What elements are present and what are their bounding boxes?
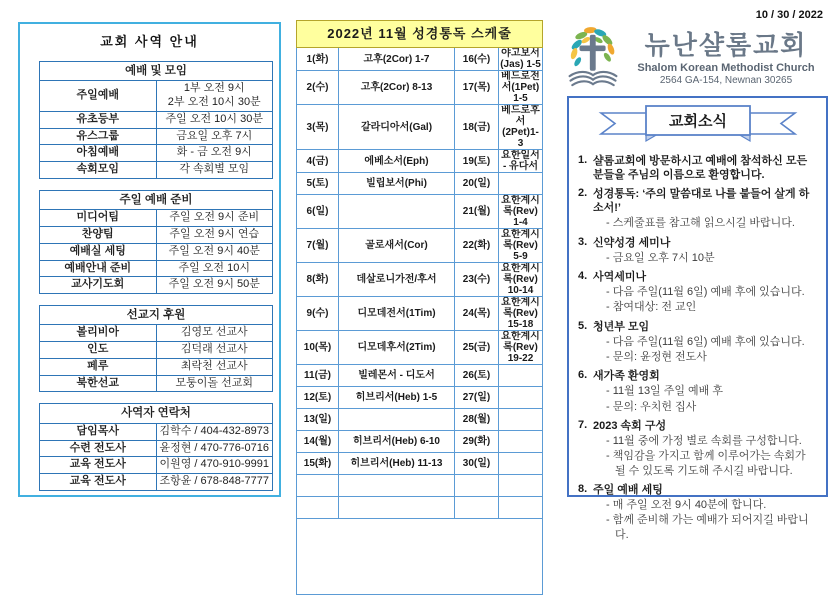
schedule-row: [297, 453, 543, 475]
church-news-panel: [567, 96, 828, 541]
news-ribbon-banner: [598, 103, 798, 150]
schedule-passage-cell: 빌립보서(Phi): [339, 173, 455, 195]
row-value: 주일 오전 10시: [156, 260, 273, 277]
row-value: 주일 오전 9시 40분: [156, 243, 273, 260]
table-header: 주일 예배 준비: [40, 190, 273, 209]
schedule-row: [297, 229, 543, 263]
schedule-date-cell: 10(목): [297, 331, 339, 365]
table-row: [40, 243, 273, 260]
news-item: [577, 236, 818, 265]
schedule-date-cell: 28(월): [455, 409, 499, 431]
mission-support-table: [39, 305, 273, 392]
news-item: [577, 369, 818, 414]
schedule-date-cell: 23(수): [455, 263, 499, 297]
schedule-passage-cell: [499, 431, 543, 453]
sunday-prep-table: [39, 190, 273, 294]
schedule-date-cell: 21(월): [455, 195, 499, 229]
news-item-detail: - 금요일 오후 7시 10분: [606, 251, 715, 264]
row-label: 인도: [40, 342, 157, 359]
row-value: 김학수 / 404-432-8973: [156, 423, 273, 440]
schedule-row: [297, 263, 543, 297]
news-item: [577, 483, 818, 542]
table-header: 예배 및 모임: [40, 62, 273, 81]
schedule-date-cell: [297, 475, 339, 497]
schedule-row: [297, 497, 543, 519]
news-item-detail: - 11월 13일 주일 예배 후: [606, 385, 723, 398]
schedule-date-cell: 22(화): [455, 229, 499, 263]
news-item: [577, 419, 818, 478]
schedule-row: [297, 105, 543, 150]
table-row: [40, 342, 273, 359]
table-header: 사역자 연락처: [40, 404, 273, 423]
table-row: [40, 423, 273, 440]
news-item: [577, 154, 818, 182]
schedule-date-cell: 19(토): [455, 150, 499, 173]
schedule-date-cell: 8(화): [297, 263, 339, 297]
schedule-row: [297, 331, 543, 365]
news-item-number: 8.: [578, 482, 588, 495]
news-item-detail: - 문의: 윤정현 전도사: [606, 351, 707, 364]
table-header: 선교지 후원: [40, 306, 273, 325]
table-row: [40, 277, 273, 294]
schedule-date-cell: 3(목): [297, 105, 339, 150]
news-item-detail: - 책임감을 가지고 함께 이루어가는 속회가 될 수 있도록 기도해 주시길 바랍니다.: [606, 450, 806, 477]
schedule-date-cell: 7(월): [297, 229, 339, 263]
row-value: 1부 오전 9시 2부 오전 10시 30분: [156, 81, 273, 112]
news-title: 교회소식: [668, 113, 727, 130]
schedule-date-cell: 14(월): [297, 431, 339, 453]
table-row: [40, 474, 273, 491]
row-value: 윤정현 / 470-776-0716: [156, 440, 273, 457]
schedule-date-cell: 17(목): [455, 71, 499, 105]
schedule-passage-cell: 고후(2Cor) 8-13: [339, 71, 455, 105]
row-label: 찬양팀: [40, 227, 157, 244]
schedule-row: [297, 48, 543, 71]
schedule-row: [297, 409, 543, 431]
schedule-passage-cell: 베드로후서(2Pet)1-3: [499, 105, 543, 150]
schedule-row: [297, 297, 543, 331]
church-address: 2564 GA-154, Newnan 30265: [659, 74, 793, 86]
schedule-date-cell: 9(수): [297, 297, 339, 331]
row-value: 주일 오전 10시 30분: [156, 111, 273, 128]
row-value: 최락천 선교사: [156, 358, 273, 375]
row-value: 주일 오전 9시 50분: [156, 277, 273, 294]
news-list: [569, 152, 826, 542]
schedule-passage-cell: 베드로전서(1Pet) 1-5: [499, 71, 543, 105]
schedule-row: [297, 387, 543, 409]
schedule-passage-cell: [499, 497, 543, 519]
news-item: [577, 320, 818, 365]
staff-contacts-table: [39, 403, 273, 490]
news-item: [577, 270, 818, 315]
row-value: 주일 오전 9시 준비: [156, 210, 273, 227]
schedule-passage-cell: [499, 365, 543, 387]
schedule-passage-cell: [499, 387, 543, 409]
schedule-date-cell: 6(일): [297, 195, 339, 229]
schedule-passage-cell: 히브리서(Heb) 11-13: [339, 453, 455, 475]
bible-reading-schedule-table: [296, 20, 543, 595]
ministry-info-title: 교회 사역 안내: [100, 34, 199, 49]
schedule-passage-cell: 갈라디아서(Gal): [339, 105, 455, 150]
news-item-title: 새가족 환영회: [593, 370, 660, 383]
schedule-date-cell: 29(화): [455, 431, 499, 453]
table-row: [40, 145, 273, 162]
schedule-passage-cell: 요한계시록(Rev) 15-18: [499, 297, 543, 331]
schedule-date-cell: 26(토): [455, 365, 499, 387]
table-row: [40, 210, 273, 227]
row-label: 아침예배: [40, 145, 157, 162]
table-row: [40, 260, 273, 277]
schedule-title: 2022년 11월 성경통독 스케줄: [297, 21, 543, 48]
row-value: 이원영 / 470-910-9991: [156, 457, 273, 474]
schedule-row: [297, 71, 543, 105]
row-label: 볼리비아: [40, 325, 157, 342]
row-label: 수련 전도사: [40, 440, 157, 457]
news-item-detail: - 다음 주일(11월 6일) 예배 후에 있습니다.: [606, 286, 805, 299]
schedule-row: [297, 475, 543, 497]
tree-cross-logo-icon: [566, 25, 620, 93]
news-item-detail: - 문의: 우치헌 집사: [606, 400, 697, 413]
schedule-passage-cell: [499, 475, 543, 497]
schedule-passage-cell: 데살로니가전/후서: [339, 263, 455, 297]
church-name-block: [624, 32, 828, 85]
row-label: 교육 전도사: [40, 474, 157, 491]
news-item-number: 2.: [578, 187, 588, 200]
row-label: 예배안내 준비: [40, 260, 157, 277]
schedule-date-cell: 27(일): [455, 387, 499, 409]
church-name-english: Shalom Korean Methodist Church: [637, 61, 815, 74]
row-label: 교사기도회: [40, 277, 157, 294]
schedule-date-cell: 30(일): [455, 453, 499, 475]
table-header-row: [40, 190, 273, 209]
news-item-title: 샬롬교회에 방문하시고 예배에 참석하신 모든 분들을 주님의 이름으로 환영합니다.: [593, 155, 808, 182]
schedule-date-cell: 11(금): [297, 365, 339, 387]
schedule-date-cell: 1(화): [297, 48, 339, 71]
news-item-title: 2023 속회 구성: [593, 420, 667, 432]
schedule-passage-cell: 요한일서 - 유다서: [499, 150, 543, 173]
ministry-info-tables: [20, 61, 279, 491]
schedule-row: [297, 431, 543, 453]
row-label: 교육 전도사: [40, 457, 157, 474]
table-row: [40, 128, 273, 145]
schedule-date-cell: 2(수): [297, 71, 339, 105]
row-value: 김영모 선교사: [156, 325, 273, 342]
row-value: 각 속회별 모임: [156, 162, 273, 179]
schedule-passage-cell: [499, 409, 543, 431]
news-item-detail: - 매 주일 오전 9시 40분에 합니다.: [606, 499, 767, 512]
table-row: [40, 227, 273, 244]
schedule-date-cell: [297, 497, 339, 519]
schedule-passage-cell: [339, 409, 455, 431]
schedule-passage-cell: [499, 173, 543, 195]
news-item-number: 4.: [578, 269, 588, 282]
news-item-title: 사역세미나: [593, 270, 647, 283]
table-row: [40, 358, 273, 375]
row-label: 페루: [40, 358, 157, 375]
row-value: 주일 오전 9시 연습: [156, 227, 273, 244]
row-value: 모퉁이돌 선교회: [156, 375, 273, 392]
schedule-date-cell: 15(화): [297, 453, 339, 475]
news-item: [577, 187, 818, 230]
row-value: 금요일 오후 7시: [156, 128, 273, 145]
table-row: [40, 375, 273, 392]
row-label: 북한선교: [40, 375, 157, 392]
news-item-detail: - 11월 중에 가정 별로 속회를 구성합니다.: [606, 435, 802, 448]
schedule-passage-cell: [499, 453, 543, 475]
schedule-row: [297, 365, 543, 387]
row-label: 유스그룹: [40, 128, 157, 145]
schedule-date-cell: [455, 475, 499, 497]
row-label: 주일예배: [40, 81, 157, 112]
row-value: 김덕래 선교사: [156, 342, 273, 359]
news-item-number: 7.: [578, 419, 588, 431]
table-row: [40, 111, 273, 128]
schedule-passage-cell: 요한계시록(Rev) 19-22: [499, 331, 543, 365]
schedule-passage-cell: 히브리서(Heb) 6-10: [339, 431, 455, 453]
table-row: [40, 81, 273, 112]
row-label: 예배실 세팅: [40, 243, 157, 260]
schedule-passage-cell: 디모데전서(1Tim): [339, 297, 455, 331]
row-value: 화 - 금 오전 9시: [156, 145, 273, 162]
news-item-detail: - 참여대상: 전 교인: [606, 301, 697, 314]
news-item-title: 주일 예배 세팅: [593, 483, 663, 496]
church-logo-block: [566, 25, 828, 93]
table-row: [40, 457, 273, 474]
row-label: 미디어팀: [40, 210, 157, 227]
schedule-passage-cell: [339, 497, 455, 519]
schedule-date-cell: 12(토): [297, 387, 339, 409]
table-row: [40, 162, 273, 179]
schedule-passage-cell: 디모데후서(2Tim): [339, 331, 455, 365]
schedule-date-cell: 25(금): [455, 331, 499, 365]
news-item-title: 청년부 모임: [593, 320, 650, 333]
schedule-date-cell: 24(목): [455, 297, 499, 331]
bulletin-date: 10 / 30 / 2022: [755, 9, 823, 21]
schedule-passage-cell: [339, 195, 455, 229]
schedule-passage-cell: 골로새서(Cor): [339, 229, 455, 263]
schedule-row: [297, 195, 543, 229]
schedule-notes-row: [297, 519, 543, 595]
schedule-row: [297, 173, 543, 195]
row-value: 조항윤 / 678-848-7777: [156, 474, 273, 491]
schedule-passage-cell: 요한계시록(Rev) 5-9: [499, 229, 543, 263]
schedule-date-cell: 13(일): [297, 409, 339, 431]
news-item-number: 6.: [578, 369, 588, 382]
table-header-row: [40, 306, 273, 325]
schedule-passage-cell: 히브리서(Heb) 1-5: [339, 387, 455, 409]
news-item-number: 5.: [578, 319, 588, 332]
schedule-passage-cell: 야고보서(Jas) 1-5: [500, 48, 541, 70]
row-label: 속회모임: [40, 162, 157, 179]
schedule-title-row: [297, 21, 543, 48]
schedule-date-cell: [455, 497, 499, 519]
row-label: 담임목사: [40, 423, 157, 440]
schedule-passage-cell: 에베소서(Eph): [339, 150, 455, 173]
schedule-passage-cell: [339, 475, 455, 497]
table-row: [40, 440, 273, 457]
schedule-row: [297, 150, 543, 173]
schedule-date-cell: 20(일): [455, 173, 499, 195]
news-item-title: 성경통독: ‘주의 말씀대로 나를 붙들어 살게 하소서!’: [593, 188, 810, 215]
schedule-date-cell: 18(금): [455, 105, 499, 150]
news-item-number: 3.: [578, 235, 588, 248]
table-header-row: [40, 404, 273, 423]
schedule-notes-cell: [297, 519, 543, 595]
schedule-passage-cell: 요한계시록(Rev) 10-14: [499, 263, 543, 297]
news-item-detail: - 다음 주일(11월 6일) 예배 후에 있습니다.: [606, 335, 805, 348]
schedule-date-cell: 16(수): [455, 48, 499, 71]
schedule-date-cell: 4(금): [297, 150, 339, 173]
church-name-korean: 뉴난샬롬교회: [644, 30, 808, 61]
news-item-title: 신약성경 세미나: [593, 236, 671, 249]
ministry-info-panel: [18, 22, 281, 497]
news-item-detail: - 함께 준비해 가는 예배가 되어지길 바랍니다.: [606, 514, 809, 541]
row-label: 유초등부: [40, 111, 157, 128]
schedule-passage-cell: 요한계시록(Rev) 1-4: [499, 195, 543, 229]
table-row: [40, 325, 273, 342]
schedule-passage-cell: 빌레몬서 - 디도서: [339, 365, 455, 387]
news-item-detail: - 스케줄표를 참고해 읽으시길 바랍니다.: [606, 217, 795, 230]
news-item-number: 1.: [578, 154, 588, 166]
schedule-date-cell: 5(토): [297, 173, 339, 195]
worship-meetings-table: [39, 61, 273, 179]
schedule-passage-cell: 고후(2Cor) 1-7: [339, 48, 455, 71]
table-header-row: [40, 62, 273, 81]
